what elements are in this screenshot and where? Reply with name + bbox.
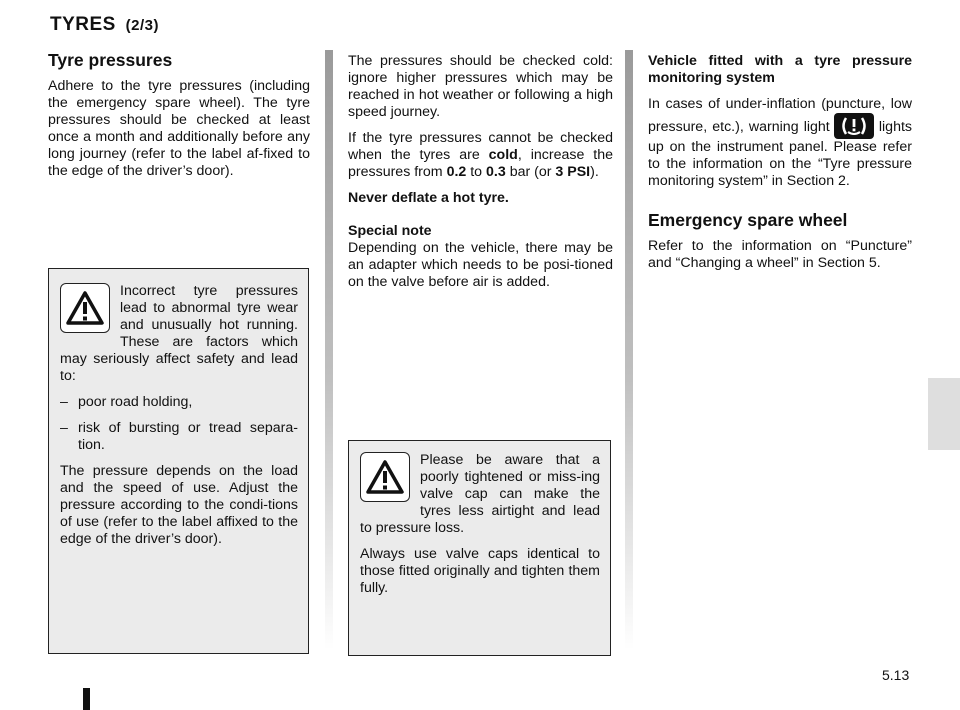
tyre-pressure-warning-icon (834, 113, 874, 139)
cold-check-paragraph: The pressures should be checked cold: ignore higher pressures which may be reached in hot weather or following a high speed journey. (348, 53, 613, 120)
section-heading-tyre-pressures: Tyre pressures (48, 50, 173, 70)
monitoring-paragraph (648, 96, 912, 190)
crop-mark (83, 688, 90, 710)
warning2-para1: Please be aware that a poorly tightened or miss-ing valve cap can make the tyres less airtight and lead to pressure loss. (360, 452, 600, 536)
text-run: to (466, 164, 487, 180)
section-tab-marker (928, 378, 960, 450)
text-run: lights up on the instrument panel. Please refer to the information on the “Tyre pressure monitoring system” in Section 2. (648, 119, 912, 189)
dash-bullet: – (60, 420, 68, 436)
text-run: If the tyre pressures cannot be checked when the tyres are (348, 130, 613, 163)
special-note-heading: Special note (348, 223, 432, 239)
column-monitoring-spare (648, 53, 912, 281)
text-bold-cold: cold (488, 147, 518, 163)
warning1-list-item (60, 420, 298, 454)
spare-wheel-paragraph: Refer to the information on “Puncture” and “Changing a wheel” in Section 5. (648, 238, 912, 271)
column-divider (325, 50, 333, 650)
never-deflate-note: Never deflate a hot tyre. (348, 190, 509, 206)
list-item-text: poor road holding, (78, 394, 193, 410)
text-run: ). (590, 164, 599, 180)
monitoring-heading: Vehicle fitted with a tyre pressure monitoring system (648, 53, 912, 86)
column-divider (625, 50, 633, 650)
title-text: TYRES (50, 14, 116, 35)
warning-box-incorrect-pressures (48, 268, 309, 654)
text-run: In cases of under-inflation (puncture, low pressure, etc.), warning light (648, 96, 912, 135)
warning-triangle-icon (60, 283, 110, 333)
warning2-para2: Always use valve caps identical to those fitted originally and tighten them fully. (360, 546, 600, 596)
pressure-increase-paragraph (348, 130, 613, 181)
text-bold-value: 0.2 (446, 164, 467, 180)
warning-box-valve-caps (348, 440, 611, 656)
dash-bullet: – (60, 394, 68, 410)
text-bold-value: 0.3 (486, 164, 506, 180)
section-heading-emergency-spare: Emergency spare wheel (648, 210, 848, 230)
warning1-list-item (60, 394, 298, 411)
warning1-lead: Incorrect tyre pressures lead to abnormal tyre wear and unusually hot running. These are factors which may seriously affect safety and lead to: (60, 283, 298, 384)
column-checking-notes (348, 53, 613, 300)
list-item-text: risk of bursting or tread separa-tion. (78, 420, 298, 453)
special-note-text: Depending on the vehicle, there may be an adapter which needs to be posi-tioned on the valve before air is added. (348, 240, 613, 290)
text-run: , increase the pressures from (348, 147, 613, 180)
title-page-indicator: (2/3) (125, 17, 159, 34)
column-tyre-pressures (48, 52, 310, 189)
tyre-pressures-paragraph: Adhere to the tyre pressures (including the emergency spare wheel). The tyre pressures should be checked at least once a month and additionally before any long journey (refer to the label af-fixed to the edge of the driver’s door). (48, 78, 310, 179)
page-title (50, 14, 159, 36)
page-number: 5.13 (882, 667, 910, 683)
text-bold-psi: 3 PSI (555, 164, 591, 180)
text-run: bar (or (505, 164, 556, 180)
warning1-tail: The pressure depends on the load and the speed of use. Adjust the pressure according to the condi-tions of use (refer to the label affixed to the edge of the driver’s door). (60, 463, 298, 547)
warning-triangle-icon (360, 452, 410, 502)
